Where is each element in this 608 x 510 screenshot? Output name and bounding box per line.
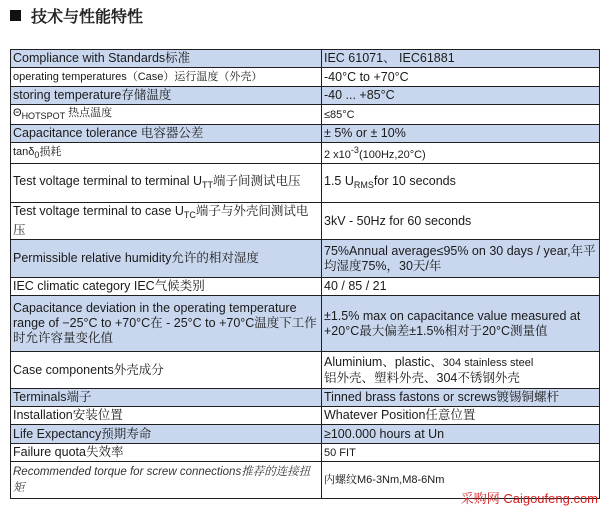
table-row <box>11 389 600 407</box>
value-cell: -40 ... +85°C <box>322 87 600 105</box>
value-cell: Whatever Position任意位置 <box>322 407 600 425</box>
table-row <box>11 68 600 87</box>
value-cell: 2 $x10^{-3}(100Hz,20^\circ C)$ <box>322 143 600 164</box>
param-cell: Permissible relative humidity允许的相对湿度 <box>11 240 322 278</box>
value-cell: ≥100.000 hours at Un <box>322 425 600 444</box>
value-cell: Tinned brass fastons or screws镀锡铜螺杆 <box>322 389 600 407</box>
value-cell: 40 / 85 / 21 <box>322 278 600 296</box>
value-cell: 3kV - 50Hz for 60 seconds <box>322 203 600 240</box>
param-cell: tanδ$_0$损耗 <box>11 143 322 164</box>
param-cell: Failure quota失效率 <box>11 444 322 462</box>
param-cell: $\Theta_{HOTSPOT}$ 热点温度 <box>11 105 322 125</box>
param-cell: Installation安装位置 <box>11 407 322 425</box>
value-cell: 1.5 $U_{RMS}for$ 10 seconds <box>322 164 600 203</box>
table-row <box>11 296 600 352</box>
param-cell: Terminals端子 <box>11 389 322 407</box>
value-cell: Aluminium、plastic、304 stainless steel 铝外壳、塑料外壳、304不锈钢外壳 <box>322 352 600 389</box>
param-cell: Case components外壳成分 <box>11 352 322 389</box>
table-row <box>11 87 600 105</box>
table-row <box>11 407 600 425</box>
value-cell: 50 FIT <box>322 444 600 462</box>
table-row <box>11 105 600 125</box>
heading-text: 技术与性能特性 <box>31 6 144 26</box>
param-cell: operating temperatures（Case）运行温度（外壳） <box>11 68 322 87</box>
param-cell: Recommended torque for screw connections推荐的连接扭矩 <box>11 462 322 499</box>
square-bullet-icon <box>10 10 21 21</box>
value-cell: 内螺纹M6-3Nm,M8-6Nm <box>322 462 600 499</box>
table-row <box>11 240 600 278</box>
value-cell: IEC 61071、 IEC61881 <box>322 50 600 68</box>
value-cell: ± 5% or ± 10% <box>322 125 600 143</box>
param-cell: Test voltage terminal to case $U_{TC}$端子与外壳间测试电压 <box>11 203 322 240</box>
spec-table <box>10 49 600 499</box>
table-row <box>11 164 600 203</box>
param-cell: Life Expectancy预期寿命 <box>11 425 322 444</box>
value-cell: -40°C to +70°C <box>322 68 600 87</box>
section-heading <box>10 4 143 26</box>
table-row <box>11 50 600 68</box>
table-row <box>11 278 600 296</box>
table-row <box>11 125 600 143</box>
table-row <box>11 203 600 240</box>
param-cell: Capacitance deviation in the operating temperature range of −25°C to +70°C在 - 25°C to +70°C温度下工作时允许容量变化值 <box>11 296 322 352</box>
value-cell: 75%Annual average≤95% on 30 days / year,年平均湿度75%，30天/年 <box>322 240 600 278</box>
value-cell: ±1.5% max on capacitance value measured at +20°C最大偏差±1.5%相对于20°C测量值 <box>322 296 600 352</box>
param-cell: storing temperature存储温度 <box>11 87 322 105</box>
param-cell: IEC climatic category IEC气候类别 <box>11 278 322 296</box>
param-cell: Test voltage terminal to terminal $U_{TT}$端子间测试电压 <box>11 164 322 203</box>
table-row <box>11 352 600 389</box>
watermark: 采购网 Caigoufeng.com <box>460 491 598 506</box>
param-cell: Compliance with Standards标准 <box>11 50 322 68</box>
table-row <box>11 444 600 462</box>
table-row <box>11 143 600 164</box>
param-cell: Capacitance tolerance 电容器公差 <box>11 125 322 143</box>
table-row <box>11 425 600 444</box>
value-cell: ≤85°C <box>322 105 600 125</box>
